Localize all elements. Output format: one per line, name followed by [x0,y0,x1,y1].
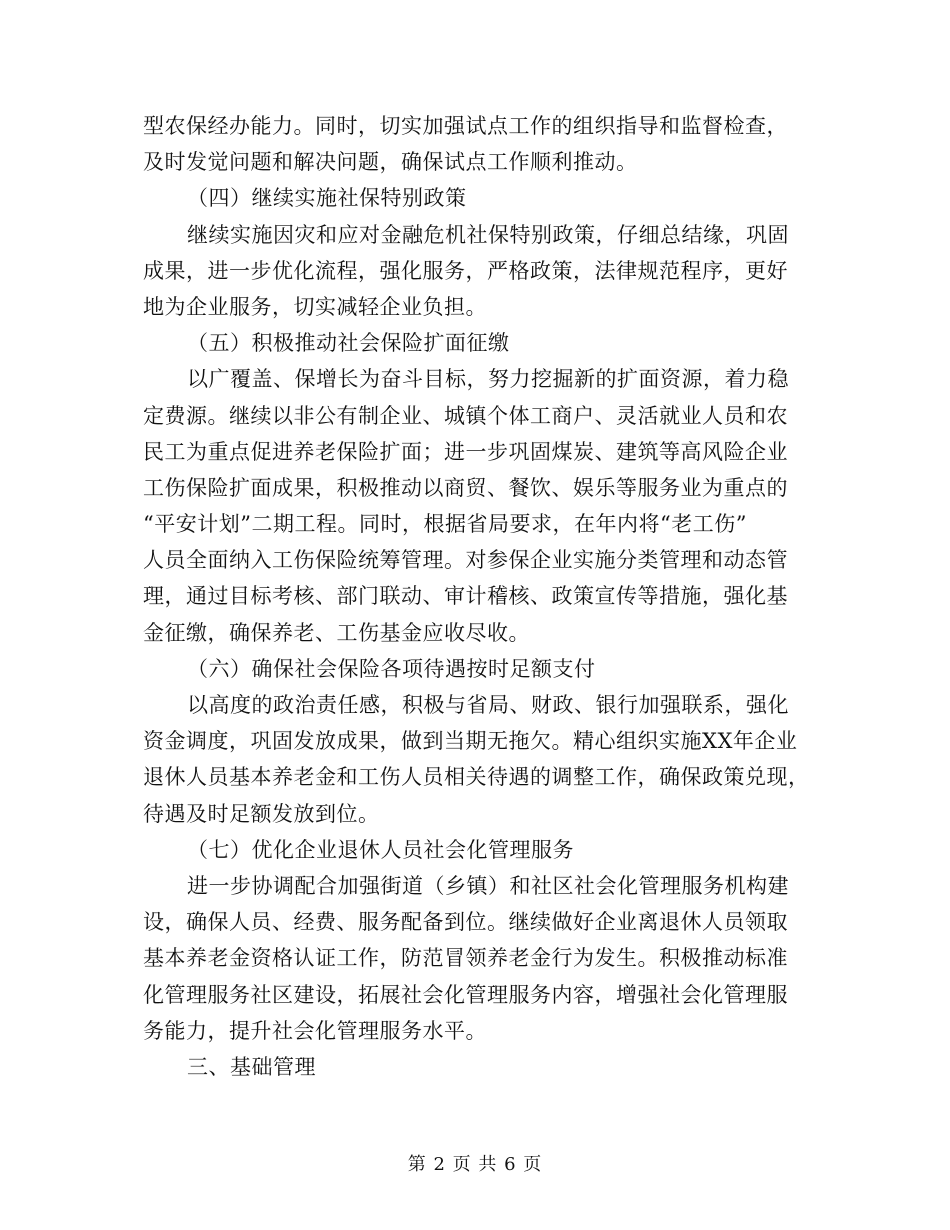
text-line: 退休人员基本养老金和工伤人员相关待遇的调整工作，确保政策兑现， [143,765,810,790]
text-line: 三、基础管理 [187,1054,316,1079]
text-line: 以广覆盖、保增长为奋斗目标，努力挖掘新的扩面资源，着力稳 [187,367,789,392]
text-line: 地为企业服务，切实减轻企业负担。 [143,294,487,319]
text-line: （四）继续实施社保特别政策 [187,186,467,211]
text-line: 型农保经办能力。同时，切实加强试点工作的组织指导和监督检查， [143,114,788,138]
text-line: 民工为重点促进养老保险扩面；进一步巩固煤炭、建筑等高风险企业 [143,439,788,464]
text-line: 金征缴，确保养老、工伤基金应收尽收。 [143,620,530,645]
section-heading [143,832,813,868]
text-line: 人员全面纳入工伤保险统筹管理。对参保企业实施分类管理和动态管 [143,548,788,573]
section-heading [143,651,813,687]
text-line: 以高度的政治责任感，积极与省局、财政、银行加强联系，强化 [187,693,789,717]
paragraph [143,361,813,651]
text-line: （五）积极推动社会保险扩面征缴 [187,331,510,356]
text-line: 及时发觉问题和解决问题，确保试点工作顺利推动。 [143,150,638,175]
text-line: （六）确保社会保险各项待遇按时足额支付 [187,656,596,681]
document-body [143,108,813,1085]
page-footer: 第 2 页 共 6 页 [407,1154,543,1175]
text-line: 进一步协调配合加强街道（乡镇）和社区社会化管理服务机构建 [187,873,789,898]
text-line: （七）优化企业退休人员社会化管理服务 [187,837,574,862]
paragraph [143,687,813,832]
text-line: 务能力，提升社会化管理服务水平。 [143,1018,487,1043]
text-line: 化管理服务社区建设，拓展社会化管理服务内容，增强社会化管理服 [143,982,788,1007]
text-line: 定费源。继续以非公有制企业、城镇个体工商户、灵活就业人员和农 [143,403,788,428]
paragraph [143,217,813,326]
text-line: “平安计划”二期工程。同时，根据省局要求，在年内将“老工伤” [143,512,747,537]
text-line: 继续实施因灾和应对金融危机社保特别政策，仔细总结缘，巩固 [187,222,789,247]
text-line: 理，通过目标考核、部门联动、审计稽核、政策宣传等措施，强化基 [143,584,788,609]
paragraph [143,108,813,180]
text-line: 基本养老金资格认证工作，防范冒领养老金行为发生。积极推动标准 [143,946,788,971]
text-line: 设，确保人员、经费、服务配备到位。继续做好企业离退休人员领取 [143,910,788,935]
section-heading [143,1049,813,1085]
section-heading [143,325,813,361]
section-heading [143,180,813,216]
text-line: 资金调度，巩固发放成果，做到当期无拖欠。精心组织实施XX年企业 [143,729,798,754]
paragraph [143,868,813,1049]
text-line: 成果，进一步优化流程，强化服务，严格政策，法律规范程序，更好 [143,258,788,283]
text-line: 工伤保险扩面成果，积极推动以商贸、餐饮、娱乐等服务业为重点的 [143,475,788,500]
text-line: 待遇及时足额发放到位。 [143,801,380,826]
